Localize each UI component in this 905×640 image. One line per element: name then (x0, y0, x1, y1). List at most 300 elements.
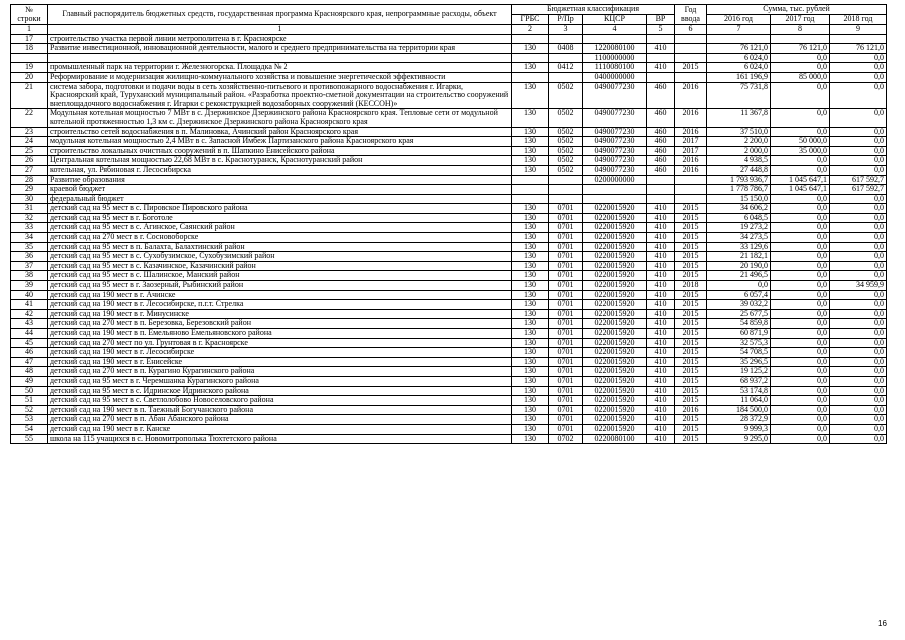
row-sum-2016: 28 372,9 (707, 415, 771, 425)
row-vr: 410 (647, 63, 675, 73)
row-name: детский сад на 270 мест в п. Курагино Курагинского района (48, 367, 512, 377)
header-grbs: ГРБС (512, 15, 549, 25)
row-kcsr: 0220015920 (583, 309, 647, 319)
row-sum-2016: 6 024,0 (707, 53, 771, 63)
table-body (11, 34, 887, 444)
row-kcsr: 0220015920 (583, 357, 647, 367)
row-sum-2017: 0,0 (771, 127, 830, 137)
row-sum-2018: 617 592,7 (830, 185, 887, 195)
row-grbs: 130 (512, 290, 549, 300)
row-number: 50 (11, 386, 48, 396)
row-sum-2017: 0,0 (771, 338, 830, 348)
row-name: краевой бюджет (48, 185, 512, 195)
row-sum-2016: 4 938,5 (707, 156, 771, 166)
row-rpr: 0701 (549, 348, 583, 358)
row-grbs (512, 175, 549, 185)
row-kcsr: 0220015920 (583, 348, 647, 358)
row-kcsr: 0220015920 (583, 424, 647, 434)
row-sum-2016: 68 937,2 (707, 376, 771, 386)
row-sum-2017: 1 045 647,1 (771, 175, 830, 185)
table-row (11, 396, 887, 406)
row-sum-2017: 0,0 (771, 213, 830, 223)
row-kcsr: 0220015920 (583, 415, 647, 425)
row-vr: 410 (647, 348, 675, 358)
row-name: Модульная котельная мощностью 7 МВт в с. Дзержинское Дзержинского района Красноярского края. Тепловые сети от модульной котельной протяженностью 1,3 км с. Дзержинское Дзержинского района Красноярского края (48, 109, 512, 127)
row-rpr (549, 34, 583, 44)
row-sum-2016: 75 731,8 (707, 82, 771, 109)
row-kcsr: 0220080100 (583, 434, 647, 444)
row-year: 2015 (675, 204, 707, 214)
row-sum-2016: 27 448,8 (707, 165, 771, 175)
row-number: 32 (11, 213, 48, 223)
row-year: 2015 (675, 271, 707, 281)
row-sum-2017: 0,0 (771, 290, 830, 300)
row-name: детский сад на 190 мест в г. Лесосибирске (48, 348, 512, 358)
row-year: 2015 (675, 319, 707, 329)
row-sum-2016: 6 057,4 (707, 290, 771, 300)
table-row (11, 82, 887, 109)
row-vr: 460 (647, 165, 675, 175)
row-name: детский сад на 190 мест в г. Минусинске (48, 309, 512, 319)
row-vr: 410 (647, 405, 675, 415)
row-rpr: 0701 (549, 233, 583, 243)
row-sum-2017: 0,0 (771, 156, 830, 166)
header-name: Главный распорядитель бюджетных средств, государственная программа Красноярского края, непрограммные расходы, объект (48, 5, 512, 25)
header-year: Год ввода (675, 5, 707, 25)
row-kcsr: 0220015920 (583, 367, 647, 377)
row-year: 2016 (675, 82, 707, 109)
row-grbs: 130 (512, 348, 549, 358)
row-number: 55 (11, 434, 48, 444)
row-sum-2017: 0,0 (771, 348, 830, 358)
row-name: детский сад на 190 мест в г. Канске (48, 424, 512, 434)
page-number: 16 (878, 619, 887, 628)
row-kcsr: 0220015920 (583, 290, 647, 300)
row-sum-2018: 0,0 (830, 309, 887, 319)
row-year: 2015 (675, 386, 707, 396)
row-vr (647, 53, 675, 63)
row-number: 36 (11, 252, 48, 262)
row-sum-2018: 0,0 (830, 213, 887, 223)
row-name (48, 53, 512, 63)
row-year: 2015 (675, 233, 707, 243)
row-number: 38 (11, 271, 48, 281)
row-sum-2018: 617 592,7 (830, 175, 887, 185)
row-number: 34 (11, 233, 48, 243)
row-kcsr: 0220015920 (583, 376, 647, 386)
row-vr: 410 (647, 213, 675, 223)
row-grbs: 130 (512, 281, 549, 291)
row-sum-2016: 53 174,8 (707, 386, 771, 396)
row-sum-2018: 0,0 (830, 376, 887, 386)
row-sum-2018: 0,0 (830, 357, 887, 367)
table-row (11, 223, 887, 233)
row-vr: 410 (647, 319, 675, 329)
row-rpr: 0701 (549, 396, 583, 406)
row-year: 2015 (675, 338, 707, 348)
row-year: 2015 (675, 348, 707, 358)
row-sum-2016 (707, 34, 771, 44)
table-row (11, 386, 887, 396)
row-sum-2018: 0,0 (830, 63, 887, 73)
header-sum: Сумма, тыс. рублей (707, 5, 887, 15)
row-sum-2018: 0,0 (830, 137, 887, 147)
row-grbs: 130 (512, 415, 549, 425)
row-number: 25 (11, 146, 48, 156)
table-row (11, 185, 887, 195)
row-grbs: 130 (512, 63, 549, 73)
row-kcsr: 0200000000 (583, 175, 647, 185)
row-year (675, 44, 707, 54)
table-row (11, 53, 887, 63)
row-sum-2016: 21 496,5 (707, 271, 771, 281)
row-number: 49 (11, 376, 48, 386)
budget-table (10, 4, 887, 444)
row-grbs: 130 (512, 271, 549, 281)
row-name: детский сад на 95 мест в с. Светлолобово Новоселовского района (48, 396, 512, 406)
row-grbs (512, 194, 549, 204)
header-kcsr: КЦСР (583, 15, 647, 25)
row-sum-2017: 0,0 (771, 82, 830, 109)
table-row (11, 271, 887, 281)
table-row (11, 348, 887, 358)
row-sum-2018: 0,0 (830, 146, 887, 156)
row-sum-2016: 21 182,1 (707, 252, 771, 262)
header-2018: 2018 год (830, 15, 887, 25)
row-sum-2016: 6 024,0 (707, 63, 771, 73)
row-name: федеральный бюджет (48, 194, 512, 204)
row-rpr: 0701 (549, 271, 583, 281)
row-number: 26 (11, 156, 48, 166)
row-vr: 410 (647, 300, 675, 310)
row-number: 28 (11, 175, 48, 185)
row-rpr: 0408 (549, 44, 583, 54)
row-sum-2017: 0,0 (771, 242, 830, 252)
row-number: 19 (11, 63, 48, 73)
row-vr (647, 185, 675, 195)
table-row (11, 63, 887, 73)
row-rpr: 0502 (549, 127, 583, 137)
row-grbs: 130 (512, 213, 549, 223)
row-year: 2016 (675, 405, 707, 415)
row-name: строительство сетей водоснабжения в п. Малиновка, Ачинский район Красноярского края (48, 127, 512, 137)
row-name: Реформирование и модернизация жилищно-коммунального хозяйства и повышение энергетической эффективности (48, 72, 512, 82)
row-vr: 410 (647, 309, 675, 319)
row-number: 24 (11, 137, 48, 147)
table-row (11, 300, 887, 310)
table-row (11, 146, 887, 156)
row-sum-2018: 76 121,0 (830, 44, 887, 54)
row-grbs: 130 (512, 386, 549, 396)
row-rpr: 0701 (549, 367, 583, 377)
row-grbs: 130 (512, 137, 549, 147)
row-kcsr: 0490077230 (583, 82, 647, 109)
row-sum-2017: 0,0 (771, 261, 830, 271)
row-number: 22 (11, 109, 48, 127)
row-sum-2016: 2 000,0 (707, 146, 771, 156)
row-rpr: 0702 (549, 434, 583, 444)
row-year (675, 53, 707, 63)
table-row (11, 367, 887, 377)
row-number: 30 (11, 194, 48, 204)
row-grbs: 130 (512, 338, 549, 348)
row-rpr: 0701 (549, 319, 583, 329)
row-grbs: 130 (512, 146, 549, 156)
row-name: детский сад на 270 мест по ул. Грунтовая в г. Красноярске (48, 338, 512, 348)
row-kcsr: 0220015920 (583, 300, 647, 310)
row-grbs: 130 (512, 396, 549, 406)
row-grbs: 130 (512, 357, 549, 367)
row-sum-2016: 19 125,2 (707, 367, 771, 377)
row-year: 2015 (675, 367, 707, 377)
row-rpr: 0701 (549, 338, 583, 348)
table-row (11, 329, 887, 339)
row-number: 48 (11, 367, 48, 377)
row-kcsr: 0220015920 (583, 252, 647, 262)
row-number: 27 (11, 165, 48, 175)
row-grbs: 130 (512, 261, 549, 271)
row-rpr: 0701 (549, 357, 583, 367)
row-rpr: 0502 (549, 137, 583, 147)
table-row (11, 127, 887, 137)
row-sum-2018: 0,0 (830, 434, 887, 444)
table-row (11, 415, 887, 425)
table-row (11, 109, 887, 127)
row-sum-2017: 0,0 (771, 329, 830, 339)
row-vr: 410 (647, 204, 675, 214)
row-kcsr: 0220015920 (583, 271, 647, 281)
row-name: система забора, подготовки и подачи воды в сеть хозяйственно-питьевого и противопожарного водоснабжения г. Игарки, Красноярский край, Туруханский муниципальный район. «Разработка проектно-сметной документации на строительство сооружений внеплощадочного водоснабжения г. Игарки с реконструкцией водозаборных сооружений (КЕССОН)» (48, 82, 512, 109)
table-row (11, 165, 887, 175)
row-vr: 460 (647, 109, 675, 127)
row-sum-2018: 0,0 (830, 252, 887, 262)
row-sum-2016: 34 606,2 (707, 204, 771, 214)
row-sum-2017: 0,0 (771, 63, 830, 73)
row-sum-2016: 1 793 936,7 (707, 175, 771, 185)
row-kcsr: 0490077230 (583, 137, 647, 147)
row-number: 53 (11, 415, 48, 425)
row-kcsr (583, 194, 647, 204)
row-kcsr: 0220015920 (583, 242, 647, 252)
row-sum-2017: 0,0 (771, 396, 830, 406)
row-sum-2018: 0,0 (830, 319, 887, 329)
row-year (675, 175, 707, 185)
row-rpr: 0701 (549, 223, 583, 233)
row-name: детский сад на 95 мест в г. Боготоле (48, 213, 512, 223)
row-name: промышленный парк на территории г. Железногорска. Площадка № 2 (48, 63, 512, 73)
row-vr: 410 (647, 252, 675, 262)
row-vr (647, 34, 675, 44)
row-rpr: 0701 (549, 290, 583, 300)
row-year (675, 185, 707, 195)
row-kcsr: 0220015920 (583, 204, 647, 214)
row-name: Развитие образования (48, 175, 512, 185)
row-vr: 410 (647, 396, 675, 406)
row-grbs: 130 (512, 434, 549, 444)
row-number: 17 (11, 34, 48, 44)
row-kcsr: 0490077230 (583, 109, 647, 127)
row-kcsr: 0220015920 (583, 281, 647, 291)
row-rpr: 0701 (549, 329, 583, 339)
row-name: детский сад на 95 мест в с. Сухобузимское, Сухобузимский район (48, 252, 512, 262)
row-sum-2017 (771, 34, 830, 44)
row-grbs: 130 (512, 329, 549, 339)
row-sum-2016: 39 032,2 (707, 300, 771, 310)
row-kcsr: 0220015920 (583, 213, 647, 223)
row-rpr: 0701 (549, 376, 583, 386)
row-grbs: 130 (512, 405, 549, 415)
table-row (11, 338, 887, 348)
row-rpr: 0701 (549, 242, 583, 252)
row-number: 23 (11, 127, 48, 137)
row-rpr (549, 185, 583, 195)
row-vr: 410 (647, 329, 675, 339)
row-vr: 410 (647, 233, 675, 243)
row-kcsr (583, 34, 647, 44)
row-sum-2017: 0,0 (771, 424, 830, 434)
row-sum-2016: 2 200,0 (707, 137, 771, 147)
row-grbs (512, 53, 549, 63)
row-vr: 460 (647, 82, 675, 109)
row-grbs: 130 (512, 424, 549, 434)
table-row (11, 233, 887, 243)
row-grbs: 130 (512, 82, 549, 109)
table-row (11, 405, 887, 415)
row-vr: 410 (647, 290, 675, 300)
row-number: 45 (11, 338, 48, 348)
row-grbs: 130 (512, 127, 549, 137)
row-sum-2018: 0,0 (830, 82, 887, 109)
row-sum-2018: 0,0 (830, 415, 887, 425)
row-year: 2015 (675, 261, 707, 271)
row-vr: 460 (647, 146, 675, 156)
row-kcsr: 0220015920 (583, 319, 647, 329)
header-vr: ВР (647, 15, 675, 25)
row-year: 2015 (675, 424, 707, 434)
row-year: 2016 (675, 109, 707, 127)
row-grbs: 130 (512, 300, 549, 310)
row-number: 20 (11, 72, 48, 82)
row-number: 35 (11, 242, 48, 252)
row-grbs: 130 (512, 44, 549, 54)
row-rpr (549, 194, 583, 204)
row-sum-2016: 19 273,2 (707, 223, 771, 233)
row-sum-2018: 0,0 (830, 329, 887, 339)
row-name: строительство участка первой линии метрополитена в г. Красноярске (48, 34, 512, 44)
row-vr (647, 194, 675, 204)
row-name: детский сад на 95 мест в г. Заозерный, Рыбинский район (48, 281, 512, 291)
row-grbs: 130 (512, 156, 549, 166)
row-name: модульная котельная мощностью 2,4 МВт в с. Запасной Имбеж Партизанского района Красноярского края (48, 137, 512, 147)
row-name: детский сад на 95 мест в г. Черемшанка Курагинского района (48, 376, 512, 386)
table-row (11, 290, 887, 300)
row-sum-2017: 0,0 (771, 109, 830, 127)
row-name: детский сад на 95 мест в с. Казачинское, Казачинский район (48, 261, 512, 271)
row-year: 2016 (675, 165, 707, 175)
row-sum-2016: 33 129,6 (707, 242, 771, 252)
row-sum-2016: 9 999,3 (707, 424, 771, 434)
row-name: Центральная котельная мощностью 22,68 МВт в с. Краснотуранск, Краснотуранский район (48, 156, 512, 166)
row-name: детский сад на 95 мест в с. Шалинское, Манский район (48, 271, 512, 281)
row-sum-2018: 0,0 (830, 233, 887, 243)
row-year: 2015 (675, 63, 707, 73)
row-sum-2016: 25 677,5 (707, 309, 771, 319)
row-vr: 410 (647, 357, 675, 367)
row-number: 33 (11, 223, 48, 233)
row-number: 51 (11, 396, 48, 406)
table-row (11, 434, 887, 444)
row-sum-2017: 0,0 (771, 415, 830, 425)
row-sum-2017: 0,0 (771, 53, 830, 63)
row-year: 2015 (675, 309, 707, 319)
row-kcsr: 0220015920 (583, 396, 647, 406)
row-vr: 410 (647, 242, 675, 252)
row-number: 41 (11, 300, 48, 310)
row-number: 37 (11, 261, 48, 271)
table-row (11, 204, 887, 214)
row-sum-2018: 0,0 (830, 271, 887, 281)
row-sum-2017: 1 045 647,1 (771, 185, 830, 195)
table-row (11, 72, 887, 82)
row-name: детский сад на 95 мест в с. Пировское Пировского района (48, 204, 512, 214)
row-number: 21 (11, 82, 48, 109)
row-sum-2018: 0,0 (830, 242, 887, 252)
row-name: детский сад на 270 мест в п. Абан Абанского района (48, 415, 512, 425)
row-sum-2017: 0,0 (771, 271, 830, 281)
row-sum-2017: 0,0 (771, 319, 830, 329)
row-sum-2016: 54 708,5 (707, 348, 771, 358)
row-vr: 410 (647, 281, 675, 291)
row-sum-2016: 184 500,0 (707, 405, 771, 415)
row-sum-2016: 15 150,0 (707, 194, 771, 204)
row-sum-2017: 0,0 (771, 357, 830, 367)
row-sum-2016: 37 510,0 (707, 127, 771, 137)
table-row (11, 175, 887, 185)
column-number: 7 (707, 25, 771, 35)
row-sum-2017: 0,0 (771, 281, 830, 291)
row-number: 47 (11, 357, 48, 367)
row-year: 2018 (675, 281, 707, 291)
row-sum-2016: 161 196,9 (707, 72, 771, 82)
row-year: 2015 (675, 415, 707, 425)
row-number: 31 (11, 204, 48, 214)
row-year: 2015 (675, 357, 707, 367)
row-year: 2016 (675, 127, 707, 137)
row-vr: 410 (647, 261, 675, 271)
row-sum-2018: 0,0 (830, 165, 887, 175)
row-number: 54 (11, 424, 48, 434)
table-row (11, 424, 887, 434)
row-rpr: 0701 (549, 415, 583, 425)
row-sum-2016: 11 064,0 (707, 396, 771, 406)
row-rpr: 0502 (549, 109, 583, 127)
row-year: 2017 (675, 146, 707, 156)
row-name: детский сад на 190 мест в п. Таежный Богучанского района (48, 405, 512, 415)
header-2017: 2017 год (771, 15, 830, 25)
row-name: школа на 115 учащихся в с. Новомитрополька Тюхтетского района (48, 434, 512, 444)
column-number: 2 (512, 25, 549, 35)
table-row (11, 137, 887, 147)
row-name: детский сад на 95 мест в с. Идринское Идринского района (48, 386, 512, 396)
table-row (11, 261, 887, 271)
row-sum-2017: 0,0 (771, 405, 830, 415)
row-kcsr: 0490077230 (583, 127, 647, 137)
row-year (675, 194, 707, 204)
table-row (11, 309, 887, 319)
row-name: детский сад на 95 мест в с. Агинское, Саянский район (48, 223, 512, 233)
table-row (11, 44, 887, 54)
row-sum-2018: 0,0 (830, 127, 887, 137)
